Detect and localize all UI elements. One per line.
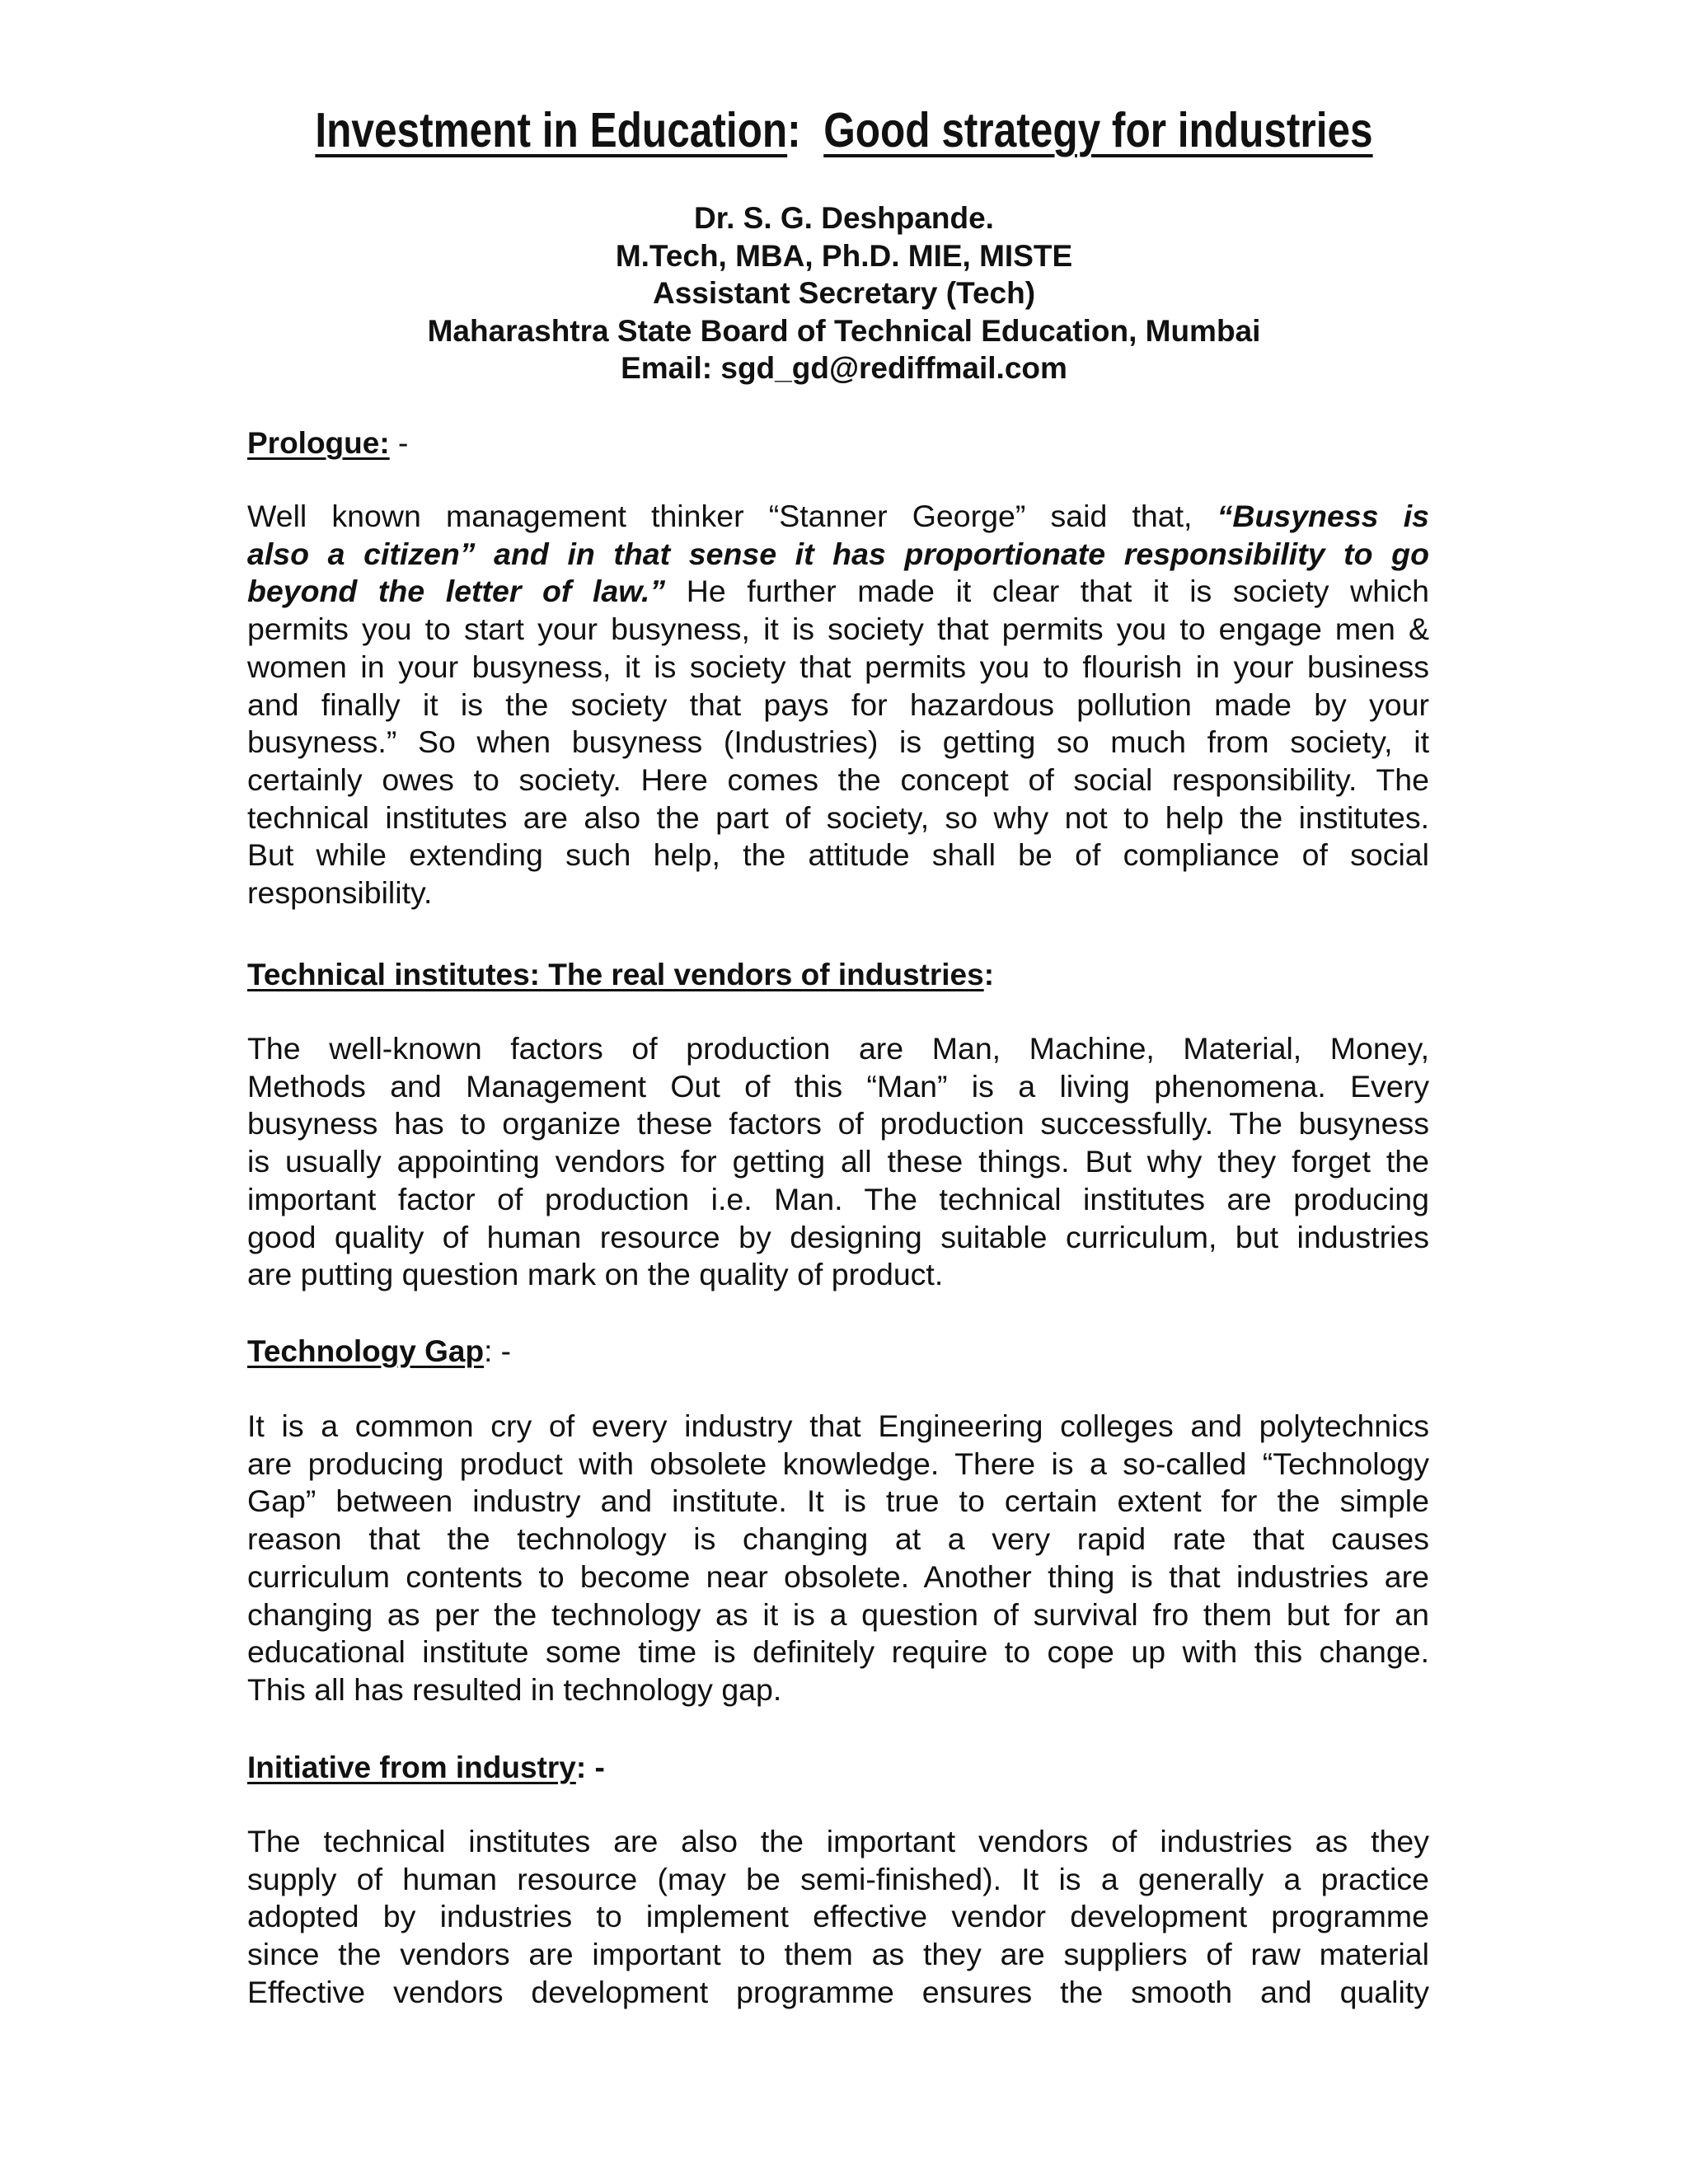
vendors-heading-text: Technical institutes: The real vendors of industries: [247, 958, 984, 991]
paragraph-line: are putting question mark on the quality of product.: [247, 1257, 944, 1292]
author-block: [0, 199, 1688, 387]
vendors-paragraph: [247, 1030, 1429, 1294]
prologue-line1-bold: “Busyness is: [1217, 499, 1429, 533]
author-position: Assistant Secretary (Tech): [652, 276, 1036, 310]
paragraph-line: It is a common cry of every industry that Engineering colleges and polytechnics: [247, 1408, 1429, 1443]
paragraph-line: educational institute some time is definitely require to cope up with this change.: [247, 1634, 1429, 1670]
paragraph-line: curriculum contents to become near obsolete. Another thing is that industries are: [247, 1558, 1429, 1594]
paragraph-line: [247, 498, 1429, 536]
prologue-line1-plain: Well known management thinker “Stanner George” said that,: [247, 499, 1217, 533]
gap-paragraph: [247, 1408, 1429, 1709]
paragraph-line: But while extending such help, the attitude shall be of compliance of social: [247, 837, 1429, 873]
initiative-heading-text: Initiative from industry: [247, 1750, 576, 1784]
title-part-2: Good strategy for industries: [823, 103, 1373, 157]
paragraph-line: and finally it is the society that pays for hazardous pollution made by your: [247, 687, 1429, 722]
gap-heading-suffix: : -: [484, 1334, 512, 1368]
gap-heading: [247, 1333, 511, 1371]
paragraph-line: is usually appointing vendors for getting all these things. But why they forget the: [247, 1144, 1429, 1179]
paragraph-line: [247, 573, 1429, 611]
paragraph-line: responsibility.: [247, 875, 433, 911]
vendors-heading-suffix: :: [983, 958, 995, 991]
paragraph-line: busyness has to organize these factors of production successfully. The busyness: [247, 1106, 1429, 1141]
initiative-heading-suffix: : -: [575, 1750, 605, 1784]
author-degrees: M.Tech, MBA, Ph.D. MIE, MISTE: [615, 238, 1073, 273]
paragraph-line: certainly owes to society. Here comes the concept of social responsibility. The: [247, 762, 1429, 797]
paragraph-line: are producing product with obsolete knowledge. There is a so-called “Technology: [247, 1446, 1429, 1481]
vendors-heading: [247, 956, 994, 994]
paragraph-line: changing as per the technology as it is a question of survival fro them but for an: [247, 1596, 1429, 1632]
gap-heading-text: Technology Gap: [247, 1334, 485, 1368]
prologue-heading-text: Prologue:: [247, 426, 390, 460]
prologue-line2-bold: also a citizen” and in that sense it has proportionate responsibility to go: [247, 536, 1429, 571]
paragraph-line: Gap” between industry and institute. It is true to certain extent for the simple: [247, 1483, 1429, 1519]
paragraph-line: important factor of production i.e. Man. The technical institutes are producing: [247, 1181, 1429, 1216]
prologue-heading: [247, 424, 408, 462]
prologue-line3-bold: beyond the letter of law.”: [247, 574, 666, 609]
paragraph-line: Methods and Management Out of this “Man” is a living phenomena. Every: [247, 1068, 1429, 1104]
prologue-heading-suffix: -: [389, 426, 409, 460]
title-separator: :: [787, 103, 801, 157]
paragraph-line: adopted by industries to implement effective vendor development programme: [247, 1899, 1429, 1934]
prologue-paragraph: [247, 498, 1429, 912]
paragraph-line: supply of human resource (may be semi-finished). It is a generally a practice: [247, 1861, 1429, 1896]
title-part-1: Investment in Education: [315, 103, 788, 157]
paragraph-line: busyness.” So when busyness (Industries) is getting so much from society, it: [247, 724, 1429, 760]
paragraph-line: reason that the technology is changing at a very rapid rate that causes: [247, 1521, 1429, 1557]
author-name: Dr. S. G. Deshpande.: [694, 201, 994, 235]
paragraph-line: permits you to start your busyness, it is society that permits you to engage men &: [247, 612, 1429, 647]
initiative-heading: [247, 1749, 605, 1787]
document-title: [135, 97, 1553, 163]
paragraph-line: Effective vendors development programme ensures the smooth and quality: [247, 1974, 1429, 2009]
prologue-line3-plain: He further made it clear that it is society which: [665, 574, 1429, 609]
paragraph-line: women in your busyness, it is society that permits you to flourish in your business: [247, 649, 1429, 684]
paragraph-line: The well-known factors of production are Man, Machine, Material, Money,: [247, 1031, 1429, 1066]
paragraph-line: This all has resulted in technology gap.: [247, 1671, 782, 1707]
paragraph-line: good quality of human resource by designing suitable curriculum, but industries: [247, 1219, 1429, 1254]
author-email: Email: sgd_gd@rediffmail.com: [621, 351, 1067, 385]
paragraph-line: The technical institutes are also the important vendors of industries as they: [247, 1824, 1429, 1858]
paragraph-line: since the vendors are important to them as they are suppliers of raw material: [247, 1937, 1429, 1972]
author-organization: Maharashtra State Board of Technical Education, Mumbai: [427, 313, 1261, 348]
initiative-paragraph: [247, 1823, 1429, 2012]
paragraph-line: technical institutes are also the part of society, so why not to help the institutes.: [247, 799, 1429, 835]
